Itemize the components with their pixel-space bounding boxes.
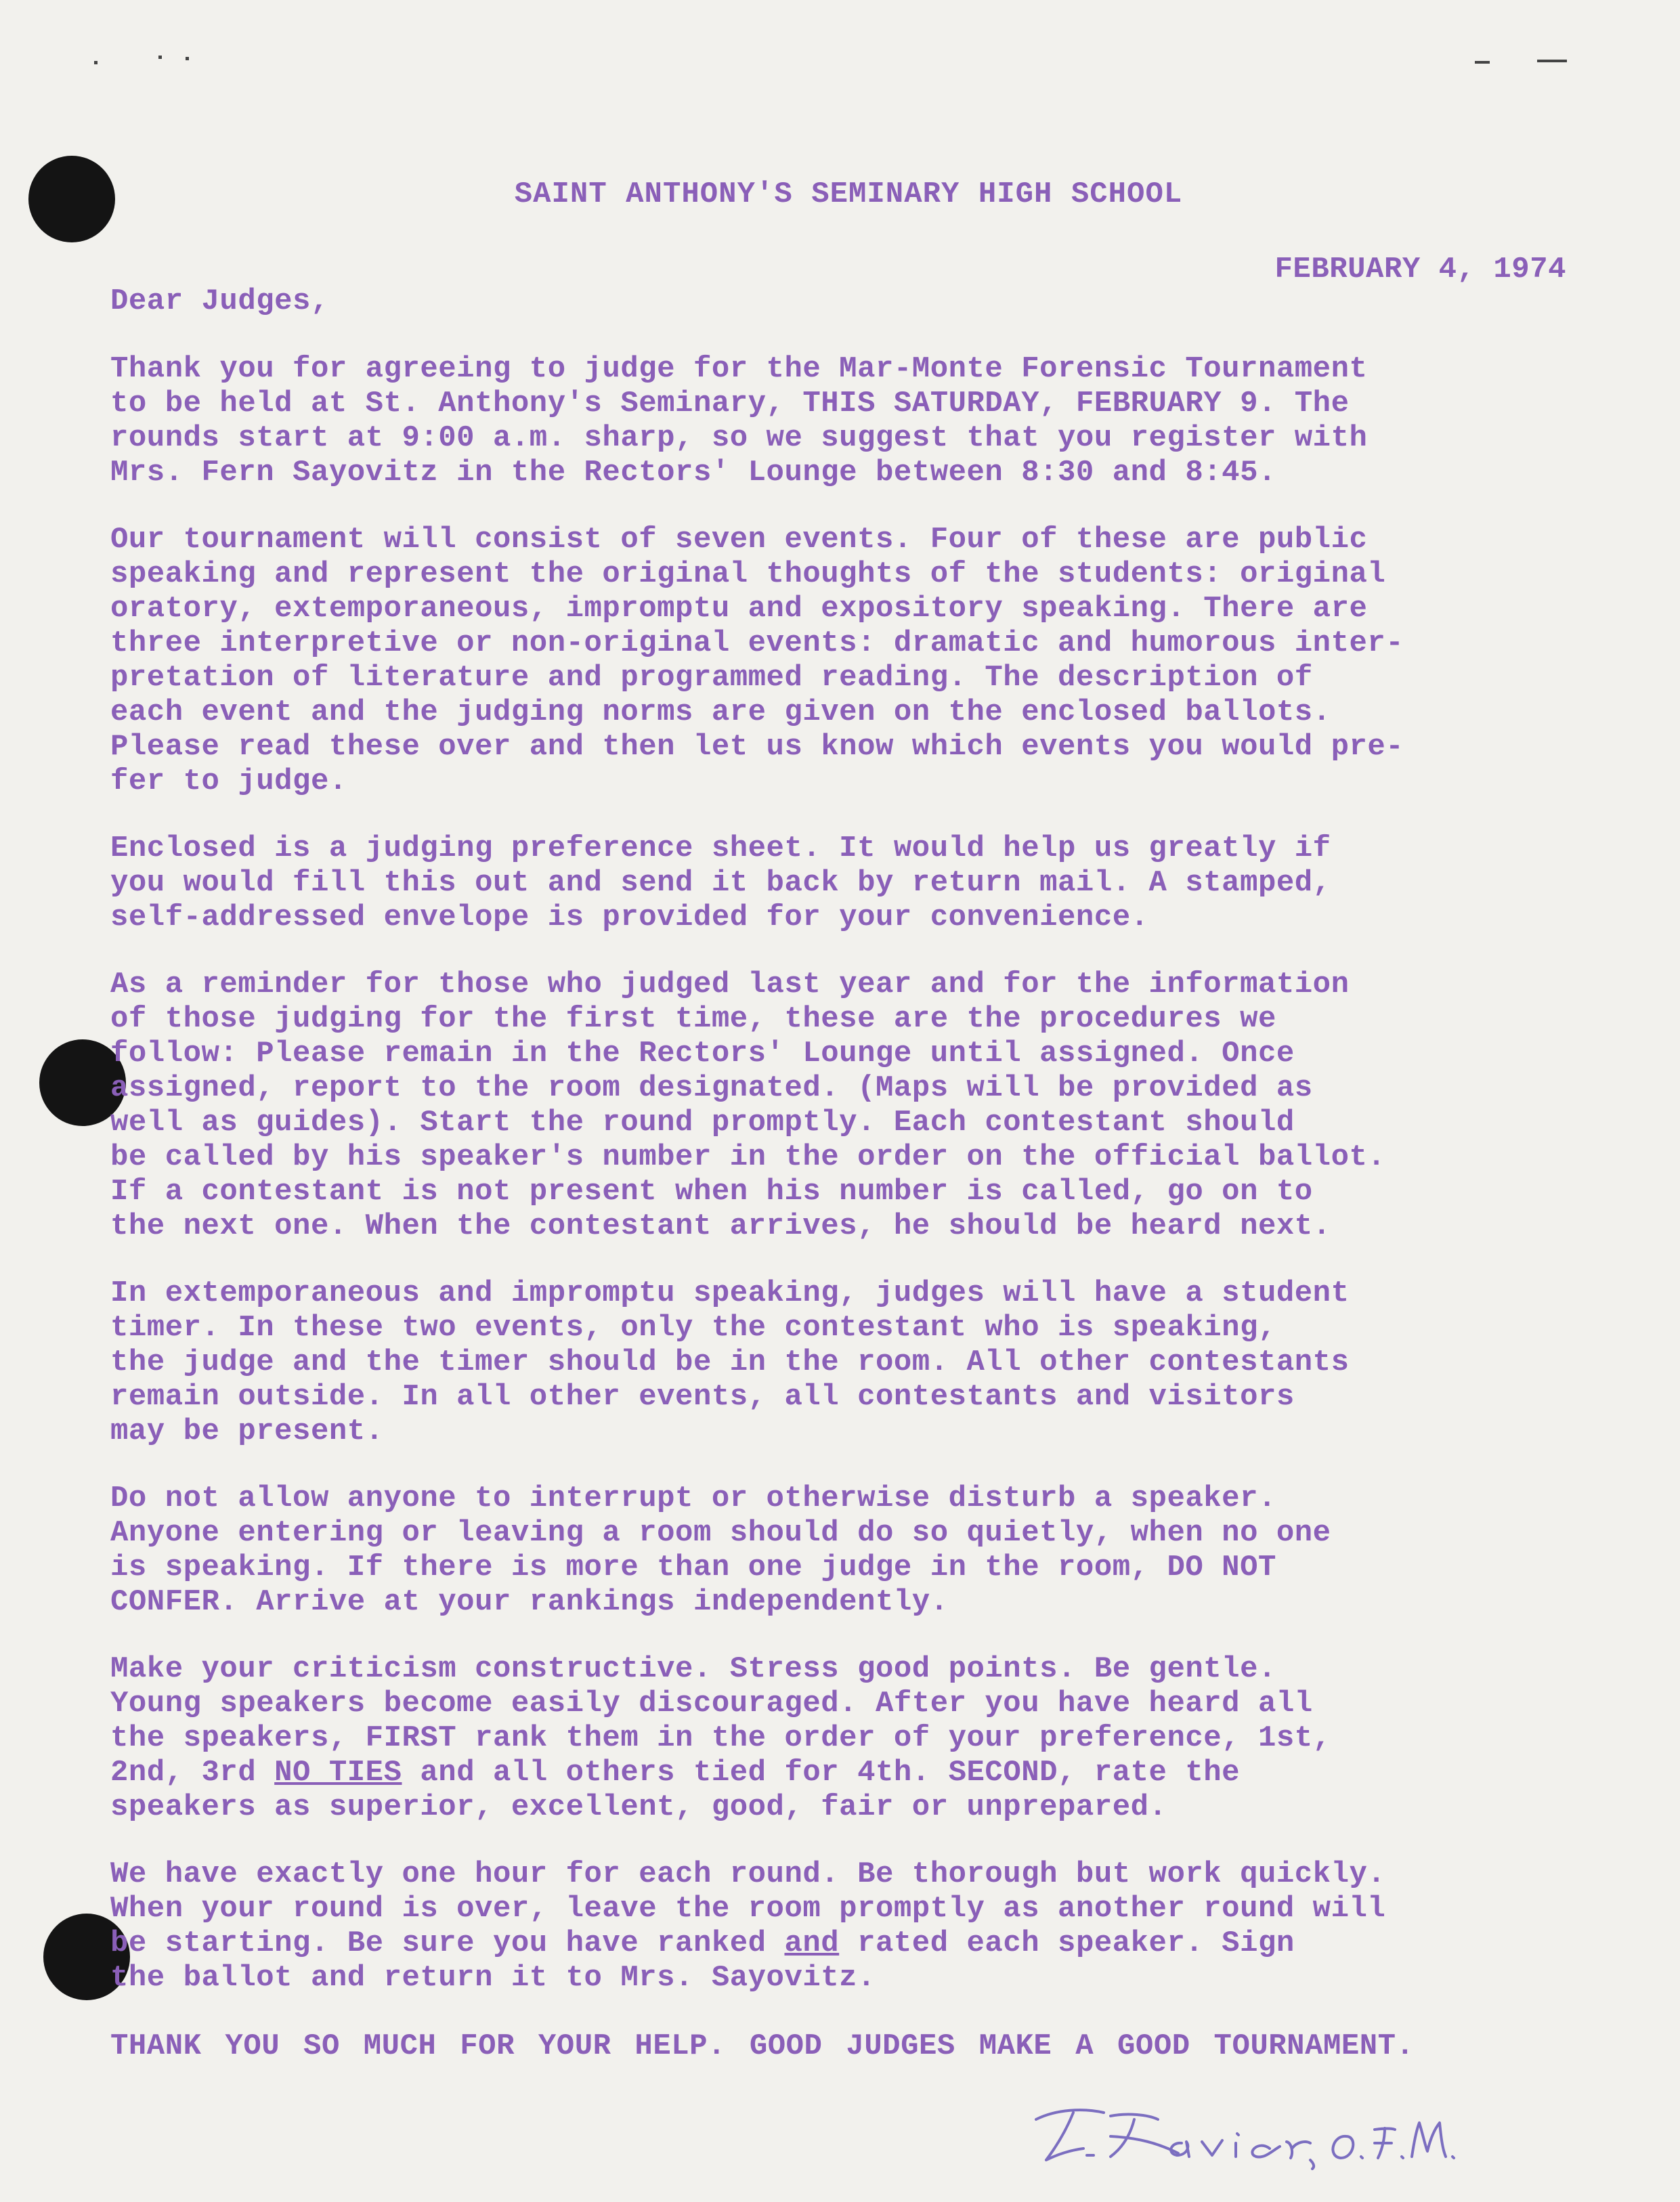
paragraph-welcome: Thank you for agreeing to judge for the Mar-Monte Forensic Tournament to be held at St. Anthony's Seminary, THIS SATURDAY, FEBRUARY 9. The rounds start at 9:00 a.m. sharp, so we suggest that you register with Mrs. Fern Sayovitz in the Rectors' Lounge between 8:30 and 8:45.: [110, 352, 1368, 490]
punch-hole: [28, 156, 115, 242]
paragraph-procedures: As a reminder for those who judged last year and for the information of those judging for the first time, these are the procedures we follow: Please remain in the Rectors' Lounge until assigned. Once assigned, report to the room designated. (Maps will be provided as well as guides). Start the round promptly. Each contestant should be called by his speaker's number in the order on the official ballot. If a contestant is not present when his number is called, go on to the next one. When the contestant arrives, he should be heard next.: [110, 968, 1386, 1243]
paragraph-text: Make your criticism constructive. Stress good points. Be gentle. Young speakers become easily discouraged. After you have heard all the speakers, FIRST rank them in the order of your preference, 1st, 2nd, 3rd: [110, 1652, 1331, 1790]
paragraph-events: Our tournament will consist of seven events. Four of these are public speaking and represent the original thoughts of the students: original oratory, extemporaneous, impromptu and expository speaking. There are three interpretive or non-original events: dramatic and humorous inter- pretation of literature and programmed reading. The description of each event and the judging norms are given on the enclosed ballots. Please read these over and then let us know which events you would pre- fer to judge.: [110, 523, 1404, 798]
paragraph-text: and all others tied for 4th. SECOND, rate the speakers as superior, excellent, good, fair or unprepared.: [110, 1756, 1241, 1824]
underlined-text: and: [784, 1926, 840, 1960]
paragraph-text: We have exactly one hour for each round. Be thorough but work quickly. When your round is over, leave the room promptly as another round will be starting. Be sure you have ranked: [110, 1857, 1386, 1960]
scan-speck: [1537, 60, 1567, 62]
paragraph-no-interruptions: Do not allow anyone to interrupt or otherwise disturb a speaker. Anyone entering or leaving a room should do so quietly, when no one is speaking. If there is more than one judge in the room, DO NOT CONFER. Arrive at your rankings independently.: [110, 1482, 1331, 1619]
letter-body: [110, 177, 1573, 2064]
scan-speck: [158, 56, 162, 59]
underlined-text: NO TIES: [274, 1756, 402, 1790]
paragraph-preference-sheet: Enclosed is a judging preference sheet. It would help us greatly if you would fill this out and send it back by return mail. A stamped, self-addressed envelope is provided for your convenience.: [110, 832, 1331, 934]
paragraph-criticism: [110, 1652, 1573, 1825]
school-letterhead: SAINT ANTHONY'S SEMINARY HIGH SCHOOL: [514, 177, 1183, 211]
closing-line: THANK YOU SO MUCH FOR YOUR HELP. GOOD JUDGES MAKE A GOOD TOURNAMENT.: [110, 2029, 1415, 2063]
paragraph-timing: [110, 1857, 1573, 1995]
scan-speck: [186, 57, 189, 60]
letter-date: FEBRUARY 4, 1974: [1274, 253, 1566, 286]
salutation: Dear Judges,: [110, 284, 329, 318]
scan-speck: [1475, 61, 1490, 64]
handwritten-signature: [1009, 2089, 1469, 2170]
scan-speck: [94, 61, 98, 64]
paragraph-extemp-impromptu: In extemporaneous and impromptu speaking, judges will have a student timer. In these two events, only the contestant who is speaking, the judge and the timer should be in the room. All other contestants remain outside. In all other events, all contestants and visitors may be present.: [110, 1276, 1350, 1448]
paragraph-text: rated each speaker. Sign the ballot and return it to Mrs. Sayovitz.: [110, 1926, 1295, 1995]
